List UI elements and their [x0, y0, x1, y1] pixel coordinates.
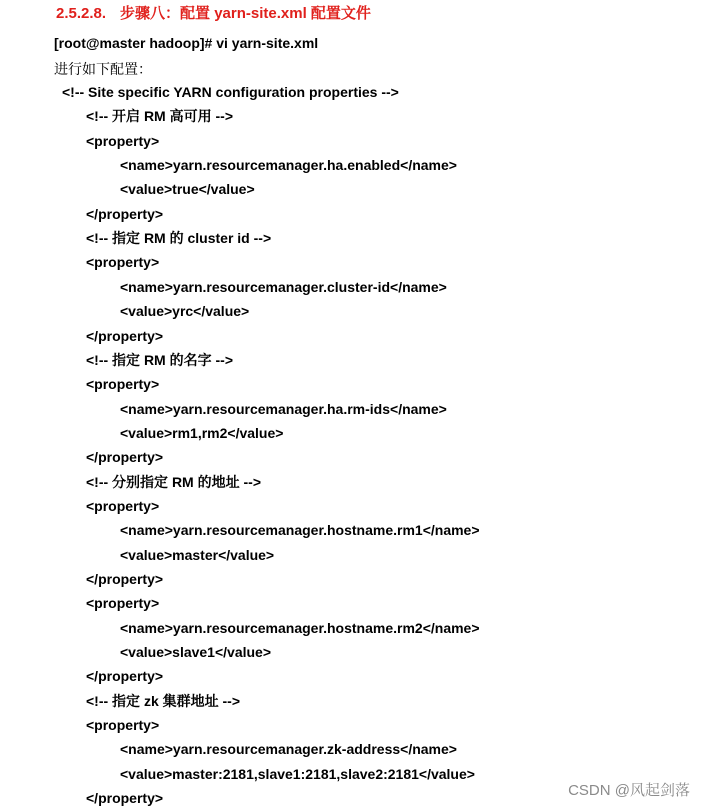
xml-code-line: <property>: [86, 595, 160, 612]
shell-command: [root@master hadoop]# vi yarn-site.xml: [54, 35, 319, 51]
xml-code-line: </property>: [86, 449, 164, 466]
xml-comment-line: <!-- 开启 RM 高可用 -->: [86, 108, 233, 125]
xml-code-line: <name>yarn.resourcemanager.hostname.rm2</name>: [120, 619, 480, 636]
xml-code-line: </property>: [86, 668, 164, 685]
xml-code-line: <property>: [86, 497, 160, 514]
xml-code-line: </property>: [86, 205, 164, 222]
xml-code-line: <value>true</value>: [120, 181, 255, 198]
section-title: 步骤八：配置 yarn-site.xml 配置文件: [120, 5, 371, 22]
watermark: CSDN @风起剑落: [568, 782, 690, 799]
xml-comment-line: <!-- 分别指定 RM 的地址 -->: [86, 473, 261, 490]
xml-code-line: <value>master</value>: [120, 546, 275, 563]
xml-code-line: <name>yarn.resourcemanager.cluster-id</name>: [120, 278, 447, 295]
xml-code-line: <value>yrc</value>: [120, 303, 250, 320]
section-heading: [56, 2, 371, 23]
xml-code-line: <value>master:2181,slave1:2181,slave2:2181</value>: [120, 765, 475, 782]
xml-code-line: </property>: [86, 571, 164, 587]
xml-code-line: </property>: [86, 327, 164, 344]
xml-code-line: <name>yarn.resourcemanager.zk-address</name>: [120, 741, 457, 758]
xml-code-line: <name>yarn.resourcemanager.hostname.rm1</name>: [120, 522, 480, 539]
xml-code-line: <value>slave1</value>: [120, 644, 272, 661]
xml-code-line: <name>yarn.resourcemanager.ha.rm-ids</name>: [120, 400, 447, 417]
xml-code-line: <name>yarn.resourcemanager.ha.enabled</name>: [120, 157, 457, 174]
xml-code-line: <property>: [86, 717, 160, 734]
xml-comment-line: <!-- Site specific YARN configuration properties -->: [62, 84, 399, 100]
xml-code-line: <property>: [86, 132, 160, 149]
xml-code-line: <property>: [86, 254, 160, 271]
xml-comment-line: <!-- 指定 RM 的 cluster id -->: [86, 230, 272, 247]
section-number: 2.5.2.8.: [56, 5, 107, 22]
xml-code-line: <property>: [86, 376, 160, 393]
xml-code-line: </property>: [86, 790, 164, 807]
xml-comment-line: <!-- 指定 RM 的名字 -->: [86, 351, 233, 368]
xml-code-line: <value>rm1,rm2</value>: [120, 424, 284, 441]
intro-text: 进行如下配置：: [54, 61, 152, 77]
xml-comment-line: <!-- 指定 zk 集群地址 -->: [86, 692, 241, 709]
